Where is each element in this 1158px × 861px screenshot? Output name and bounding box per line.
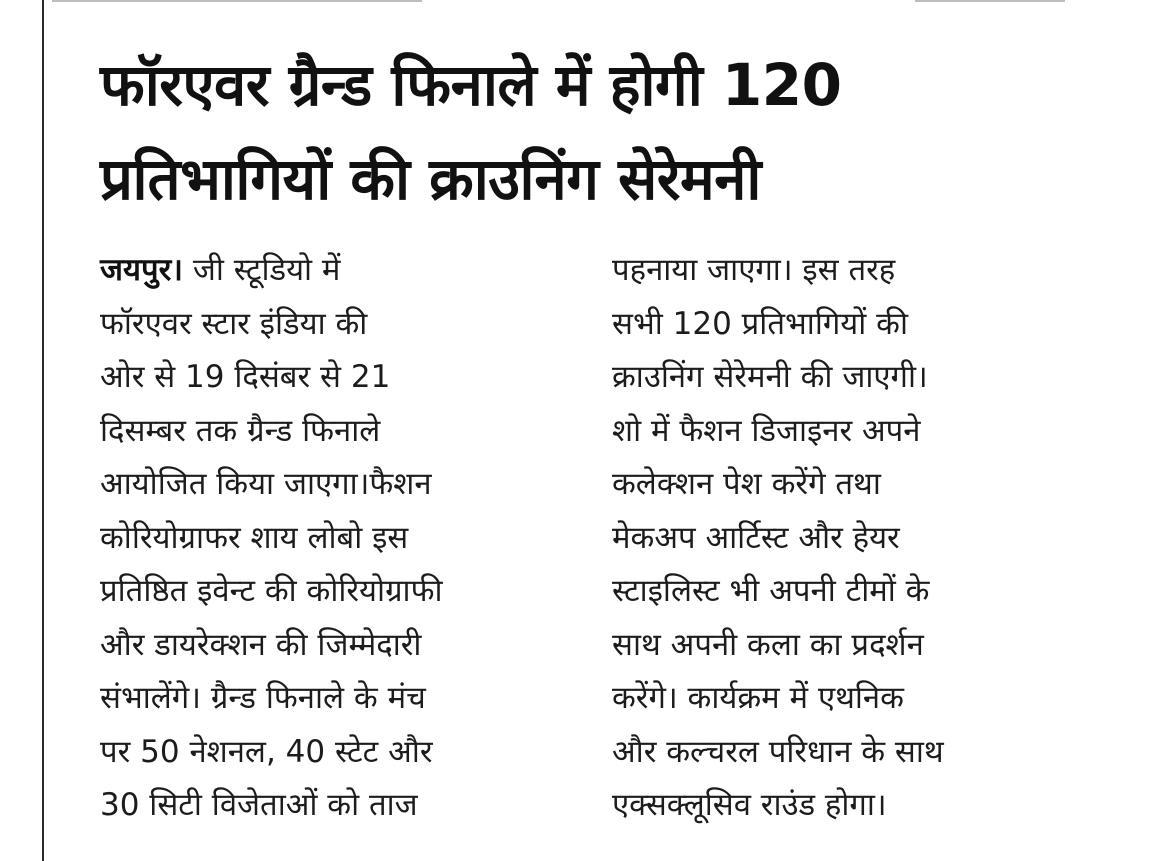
body-line: और डायरेक्शन की जिम्मेदारी: [100, 626, 422, 663]
body-line: पर 50 नेशनल, 40 स्टेट और: [100, 733, 433, 770]
body-line: कोरियोग्राफर शाय लोबो इस: [100, 519, 409, 556]
body-line: दिसम्बर तक ग्रैन्ड फिनाले: [100, 412, 381, 449]
dateline: जयपुर।: [100, 252, 184, 288]
body-line: मेकअप आर्टिस्ट और हेयर: [612, 519, 900, 556]
top-border-fragment-right: [915, 0, 1065, 2]
article-column-left: [100, 244, 570, 833]
body-text: जी स्टूडियो में: [183, 252, 341, 288]
column-rule: [42, 0, 44, 861]
body-line: शो में फैशन डिजाइनर अपने: [612, 412, 921, 449]
body-line: साथ अपनी कला का प्रदर्शन: [612, 626, 924, 663]
body-line: और कल्चरल परिधान के साथ: [612, 733, 944, 770]
body-line: क्राउनिंग सेरेमनी की जाएगी।: [612, 359, 928, 395]
body-line: स्टाइलिस्ट भी अपनी टीमों के: [612, 573, 930, 609]
body-line: प्रतिष्ठित इवेन्ट की कोरियोग्राफी: [100, 573, 443, 609]
body-line: 30 सिटी विजेताओं को ताज: [100, 787, 418, 823]
body-line: पहनाया जाएगा। इस तरह: [612, 252, 896, 288]
body-line: कलेक्शन पेश करेंगे तथा: [612, 466, 881, 502]
body-line: सभी 120 प्रतिभागियों की: [612, 305, 908, 342]
headline-line-1: फॉरएवर ग्रैन्ड फिनाले में होगी 120: [100, 51, 842, 119]
body-line: ओर से 19 दिसंबर से 21: [100, 359, 391, 395]
article-headline: [100, 38, 1110, 226]
body-line: [100, 244, 570, 298]
body-line: एक्सक्लूसिव राउंड होगा।: [612, 787, 887, 823]
body-line: संभालेंगे। ग्रैन्ड फिनाले के मंच: [100, 680, 426, 716]
body-line: फॉरएवर स्टार इंडिया की: [100, 305, 368, 342]
top-border-fragment: [52, 0, 422, 2]
headline-line-2: प्रतिभागियों की क्राउनिंग सेरेमनी: [100, 145, 761, 213]
article-column-right: [612, 244, 1082, 833]
body-line: आयोजित किया जाएगा।फैशन: [100, 466, 432, 502]
body-line: करेंगे। कार्यक्रम में एथनिक: [612, 680, 904, 716]
